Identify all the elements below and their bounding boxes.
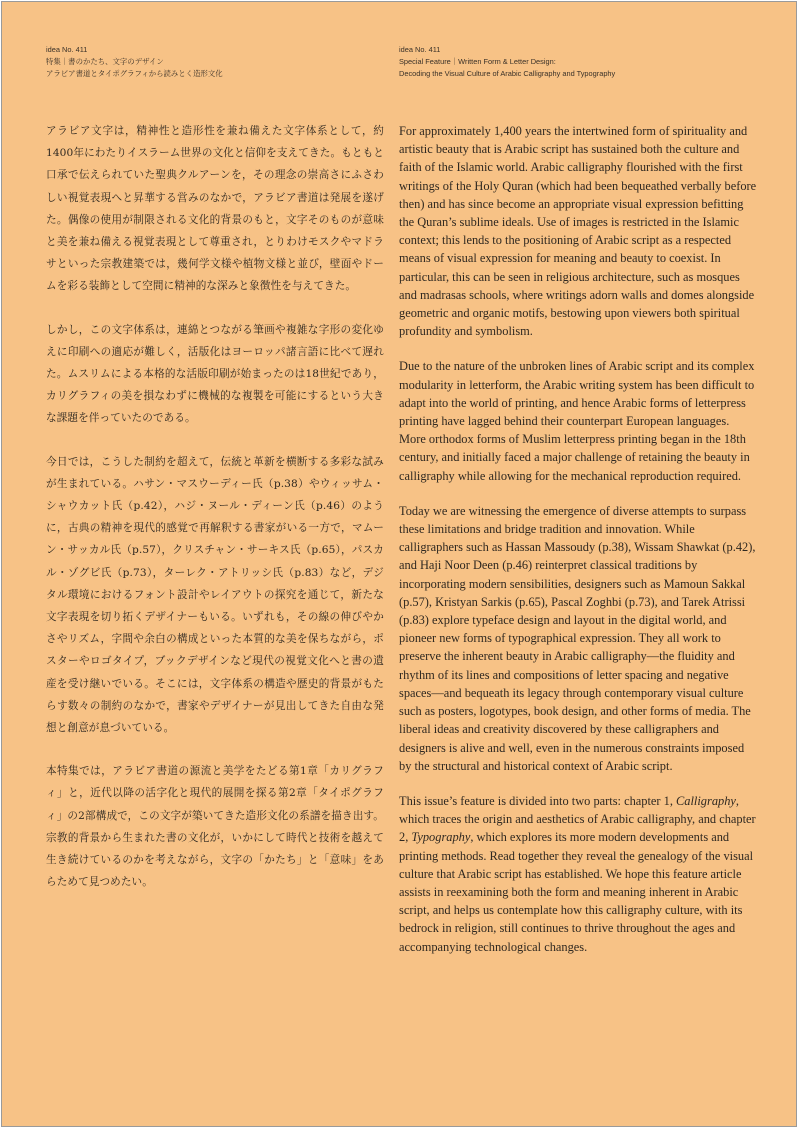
feature-title-en: Special Feature｜Written Form & Letter Design:	[399, 57, 556, 66]
jp-paragraph: 今日では，こうした制約を超えて，伝統と革新を横断する多彩な試みが生まれている。ハサン・マスウーディー氏（p.38）やウィッサム・シャウカット氏（p.42），ハジ・ヌール・ディーン氏（p.46）のように，古典の精神を現代的感覚で再解釈する書家がいる一方で，マムーン・サッカル氏（p.57），クリスチャン・サーキス氏（p.65），パスカル・ゾグビ氏（p.73），ターレク・アトリッシ氏（p.83）など，デジタル環境におけるフォント設計やレイアウトの探究を通じて，新たな文字表現を切り拓くデザイナーもいる。いずれも，その線の伸びやかさやリズム，字間や余白の構成といった本質的な美を保ちながら，ポスターやロゴタイプ，ブックデザインなど現代の視覚文化へと書の遺産を受け継いでいる。そこには，文字体系の構造や歴史的背景がもたらす数々の制約のなかで，書家やデザイナーが見出してきた自由な発想と創意が息づいている。	[46, 455, 384, 735]
feature-title-jp: 特集｜書のかたち、文字のデザイン	[46, 57, 164, 66]
chapter-2-title: Typography	[411, 830, 471, 845]
japanese-body-column	[46, 120, 384, 915]
en-final-text: This issue’s feature is divided into two parts: chapter 1,	[399, 793, 677, 808]
magazine-page	[1, 1, 797, 1127]
en-paragraph: Today we are witnessing the emergence of diverse attempts to surpass these limitations and bridge tradition and innovation. While calligraphers such as Hassan Massoudy (p.38), Wissam Shawkat (p.42), and Haji Noor Deen (p.46) reinterpret classical traditions by incorporating modern sensibilities, designers such as Mamoun Sakkal (p.57), Kristyan Sarkis (p.65), Pascal Zoghbi (p.73), and Tarek Atrissi (p.83) explore typeface design and layout in the digital world, and pioneer new forms of typographical expression. They all work to preserve the inherent beauty in Arabic calligraphy—the fluidity and rhythm of its lines and compositions of letter spacing and negative spaces—and bequeath its legacy through contemporary visual culture such as posters, logotypes, book design, and other forms of media. The liberal ideas and creativity discovered by these calligraphers and designers is alive and well, even in the numerous constraints imposed by the structural and historical context of Arabic script.	[399, 503, 756, 773]
japanese-running-header	[46, 44, 376, 80]
en-final-text: , which explores its more modern developments and printing methods. Read together they reveal the genealogy of the visual culture that Arabic script has established. We hope this feature article assists in reexamining both the form and meaning inherent in Arabic script, and helps us contemplate how this calligraphy culture, with its bedrock in religion, still continues to thrive throughout the ages and accompanying technological changes.	[399, 830, 754, 954]
en-paragraph: Due to the nature of the unbroken lines of Arabic script and its complex modularity in letterform, the Arabic writing system has been difficult to adapt into the world of printing, and hence Arabic forms of letterpress printing have lagged behind their counterpart European languages. More orthodox forms of Muslim letterpress printing began in the 18th century, and initially faced a major challenge of retaining the beauty in calligraphy while allowing for the mechanical reproduction required.	[399, 359, 755, 483]
jp-paragraph: しかし，この文字体系は，連綿とつながる筆画や複雑な字形の変化ゆえに印刷への適応が難しく，活版化はヨーロッパ諸言語に比べて遅れた。ムスリムによる本格的な活版印刷が始まったのは18世紀であり，カリグラフィの美を損なわずに機械的な複製を可能にするという大きな課題を伴っていたのである。	[46, 323, 384, 425]
english-running-header	[399, 44, 769, 80]
issue-label: idea No. 411	[46, 45, 88, 54]
en-paragraph-final	[399, 792, 759, 956]
english-body-column	[399, 122, 759, 973]
jp-paragraph: アラビア文字は，精神性と造形性を兼ね備えた文字体系として，約1400年にわたりイスラーム世界の文化と信仰を支えてきた。もともと口承で伝えられていた聖典クルアーンを，その理念の崇高さにふさわしい視覚表現へと昇華する営みのなかで，アラビア書道は発展を遂げた。偶像の使用が制限される文化的背景のもと，文字そのものが意味と美を兼ね備える視覚表現として尊重され，とりわけモスクやマドラサといった宗教建築では，幾何学文様や植物文様と並び，壁面やドームを彩る装飾として空間に精神的な深みと象徴性を与えてきた。	[46, 125, 384, 293]
issue-label: idea No. 411	[399, 45, 441, 54]
chapter-1-title: Calligraphy	[676, 793, 736, 808]
jp-paragraph: 本特集では，アラビア書道の源流と美学をたどる第1章「カリグラフィ」と，近代以降の活字化と現代的展開を探る第2章「タイポグラフィ」の2部構成で，この文字が築いてきた造形文化の系譜を描き出す。宗教的背景から生まれた書の文化が，いかにして時代と技術を越えて生き続けているのかを考えながら，文字の「かたち」と「意味」をあらためて見つめたい。	[46, 765, 384, 889]
en-paragraph: For approximately 1,400 years the intertwined form of spirituality and artistic beauty that is Arabic script has sustained both the culture and faith of the Islamic world. Arabic calligraphy flourished with the first writings of the Holy Quran (which had been bequeathed verbally before then) and has since become an appropriate visual expression befitting the Quran’s sublime ideals. Use of images is restricted in the Islamic context; this lends to the positioning of Arabic script as a respected means of visual expression for meaning and beauty to coexist. In particular, this can be seen in religious architecture, such as mosques and madrasas schools, where writings adorn walls and domes alongside geometric and organic motifs, bestowing upon viewers both spiritual profundity and symbolism.	[399, 124, 757, 339]
feature-subtitle-jp: アラビア書道とタイポグラフィから読みとく造形文化	[46, 69, 223, 78]
feature-subtitle-en: Decoding the Visual Culture of Arabic Calligraphy and Typography	[399, 69, 616, 78]
en-final-text: , which traces the origin and aesthetics of Arabic calligraphy, and chapter 2,	[399, 793, 756, 845]
